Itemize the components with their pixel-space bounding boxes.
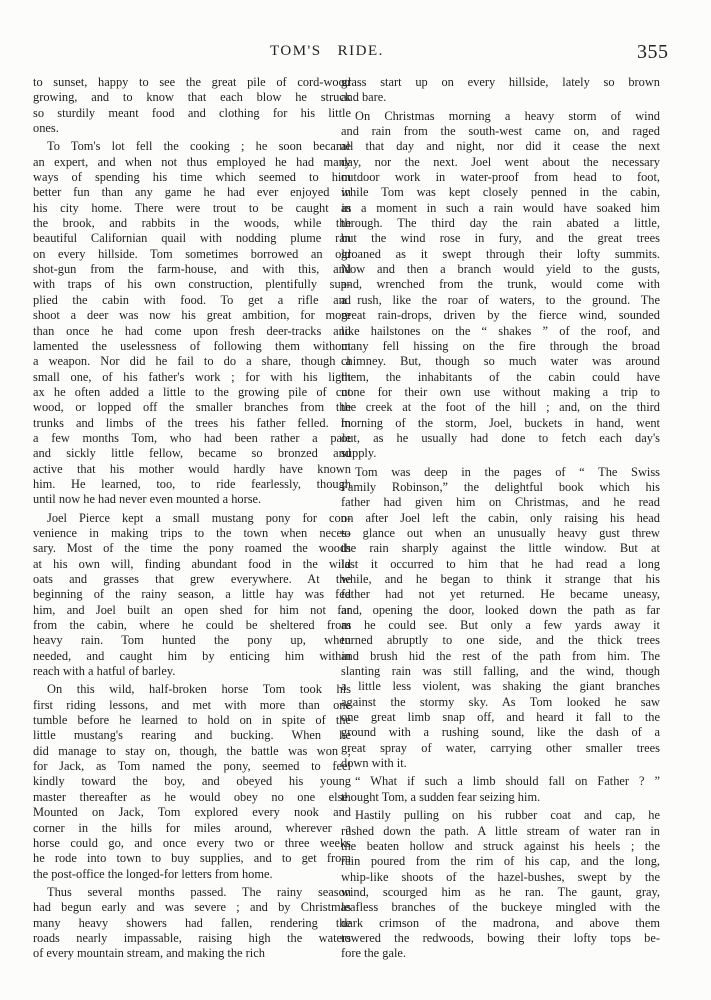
text-line: venience in making trips to the town when neces- xyxy=(33,525,351,540)
text-line: out, as he usually had done to fetch each day's xyxy=(341,430,660,445)
text-line: an expert, and when not thus employed he had many xyxy=(33,154,351,169)
text-line: small one, of his father's work ; for with his light xyxy=(33,369,351,384)
text-line: a weapon. Nor did he fail to do a share, though a xyxy=(33,354,351,369)
text-line: lamented the uselessness of following them without xyxy=(33,338,351,353)
text-line: than once he had come upon fresh deer-tracks and xyxy=(33,323,351,338)
text-line: ways of spending his time which seemed to him xyxy=(33,170,351,185)
text-line: rushed down the path. A little stream of water ran in xyxy=(341,823,660,838)
paragraph xyxy=(341,465,660,772)
text-line: and rain from the south-west came on, and raged xyxy=(341,124,660,139)
text-line: a little less violent, was shaking the giant branches xyxy=(341,679,660,694)
text-line: like hailstones on the “ shakes ” of the roof, and xyxy=(341,323,660,338)
text-line: all that day and night, nor did it cease the next xyxy=(341,139,660,154)
text-line: them, the inhabitants of the cabin could have xyxy=(341,369,660,384)
text-line: the rain sharply against the little window. But at xyxy=(341,541,660,556)
text-line: as a moment in such a rain would have soaked him xyxy=(341,200,660,215)
text-line: Hastily pulling on his rubber coat and cap, he xyxy=(355,808,660,823)
text-line: heavy rain. Tom hunted the pony up, when xyxy=(33,633,351,648)
text-line: beautiful Californian quail with nodding plume ran xyxy=(33,231,351,246)
text-line: chimney. But, though so much water was around xyxy=(341,354,660,369)
text-line: many heavy showers had fallen, rendering the xyxy=(33,915,351,930)
text-line: “ What if such a limb should fall on Father ? ” xyxy=(355,774,660,789)
text-line: shoot a deer was now his great ambition, for more xyxy=(33,308,351,323)
text-line: grass start up on every hillside, lately so brown xyxy=(341,75,660,89)
text-line: kindly toward the boy, and obeyed his young xyxy=(33,774,351,789)
text-line: needed, and caught him by enticing him within xyxy=(33,648,351,663)
text-line: beginning of the rainy season, a little hay was fed xyxy=(33,587,351,602)
text-line: roads nearly impassable, raising high the waters xyxy=(33,930,351,945)
text-line: father had not yet returned. He became uneasy, xyxy=(341,587,660,602)
text-line: corner in the hills for miles around, wherever a xyxy=(33,820,351,835)
text-line: turned abruptly to one side, and the thick trees xyxy=(341,633,660,648)
text-line: oats and grasses that grew everywhere. At the xyxy=(33,572,351,586)
text-line: great spray of water, carrying other smaller trees xyxy=(341,740,660,755)
text-line: plied the cabin with food. To get a rifle and xyxy=(33,292,351,307)
text-line: dark crimson of the madrona, and above them xyxy=(341,915,660,930)
text-line: slanting rain was still falling, and the wind, though xyxy=(341,664,660,679)
text-line: none for their own use without making a trip to xyxy=(341,384,660,399)
text-line: from the cabin, where he could be sheltered from xyxy=(33,618,351,633)
text-line: Family Robinson,” the delightful book which his xyxy=(341,479,660,494)
text-line: first riding lessons, and met with more than one xyxy=(33,697,351,712)
paragraph xyxy=(33,139,351,507)
text-line: On Christmas morning a heavy storm of wind xyxy=(355,108,660,123)
text-line: fore the gale. xyxy=(341,946,407,961)
text-line: groaned as it swept through their lofty summits. xyxy=(341,246,660,261)
page-number: 355 xyxy=(637,41,669,63)
text-line: and brush hid the rest of the path from him. The xyxy=(341,648,660,663)
running-title xyxy=(270,43,384,60)
text-line: tumble before he learned to hold on in spite of the xyxy=(33,713,351,728)
text-line: ones. xyxy=(33,121,59,136)
text-line: until now he had never even mounted a horse. xyxy=(33,492,262,507)
text-line: morning of the storm, Joel, buckets in hand, went xyxy=(341,415,660,430)
text-line: a few months Tom, who had been rather a pale xyxy=(33,430,351,445)
text-line: his city home. There were trout to be caught in xyxy=(33,200,351,215)
text-line: to glance out when an unusually heavy gust threw xyxy=(341,525,660,540)
text-line: great rain-drops, driven by the fierce wind, sounded xyxy=(341,308,660,323)
text-line: down with it. xyxy=(341,756,407,771)
text-line: as he could see. But only a few yards away it xyxy=(341,618,660,633)
text-line: thought Tom, a sudden fear seizing him. xyxy=(341,789,541,804)
paragraph xyxy=(341,808,660,961)
text-line: On this wild, half-broken horse Tom took his xyxy=(47,682,351,697)
text-line: last it occurred to him that he had read a long xyxy=(341,556,660,571)
text-line: Thus several months passed. The rainy season xyxy=(47,884,351,899)
text-line: reach with a hatful of barley. xyxy=(33,664,176,679)
text-line: ground with a rushing sound, like the dash of a xyxy=(341,725,660,740)
text-line: growing, and to know that each blow he struck xyxy=(33,90,351,105)
text-line: and, opening the door, looked down the path as far xyxy=(341,602,660,617)
text-line: but the wind rose in fury, and the great trees xyxy=(341,231,660,246)
text-line: one great limb snap off, and heard it fall to the xyxy=(341,710,660,725)
paragraph xyxy=(33,75,351,136)
paragraph xyxy=(341,774,660,805)
text-line: on every hillside. Tom sometimes borrowed an old xyxy=(33,246,351,261)
text-line: Mounted on Jack, Tom explored every nook and xyxy=(33,805,351,820)
text-line: wood, or lopped off the smaller branches from the xyxy=(33,400,351,415)
text-line: father had given him on Christmas, and he read xyxy=(341,495,660,510)
text-line: active that his mother would hardly have known xyxy=(33,461,351,476)
paragraph xyxy=(33,682,351,881)
text-line: Tom was deep in the pages of “ The Swiss xyxy=(355,464,660,479)
text-line: leafless branches of the buckeye mingled with the xyxy=(341,900,660,915)
text-line: ax he often added a little to the growing pile of cut xyxy=(33,384,351,399)
text-line: him. He learned, too, to ride fearlessly, though xyxy=(33,476,351,491)
text-line: Now and then a branch would yield to the gusts, xyxy=(341,262,660,277)
text-line: outdoor work in water-proof from head to foot, xyxy=(341,170,660,185)
paragraph xyxy=(341,75,660,106)
text-line: while Tom was kept closely penned in the cabin, xyxy=(341,185,660,200)
text-line: day, nor the next. Joel went about the necessary xyxy=(341,154,660,169)
left-text-column xyxy=(33,75,351,962)
text-line: little mustang's rearing and bucking. When he xyxy=(33,728,351,743)
text-line: many fell hissing on the fire through the broad xyxy=(341,338,660,353)
text-line: against the stormy sky. As Tom looked he saw xyxy=(341,694,660,709)
paragraph xyxy=(341,109,660,462)
text-line: did manage to stay on, though, the battle was won ; xyxy=(33,743,351,758)
text-line: trunks and limbs of the trees his father felled. In xyxy=(33,415,351,430)
running-title-word-1: TOM'S xyxy=(270,43,322,59)
right-text-column xyxy=(341,75,660,962)
text-line: the post-office the longed-for letters from home. xyxy=(33,866,273,881)
text-line: him, and Joel built an open shed for him not far xyxy=(33,602,351,617)
text-line: horse could go, and once every two or three weeks xyxy=(33,835,351,850)
paragraph xyxy=(33,885,351,962)
text-line: the brook, and rabbits in the woods, while the xyxy=(33,216,351,231)
text-line: and sickly little fellow, became so bronzed and xyxy=(33,446,351,461)
text-line: to sunset, happy to see the great pile of cord-wood xyxy=(33,75,351,89)
text-line: so sturdily meant food and clothing for his little xyxy=(33,105,351,120)
text-line: sary. Most of the time the pony roamed the woods xyxy=(33,541,351,556)
text-line: while, and he began to think it strange that his xyxy=(341,572,660,586)
text-line: a rush, like the roar of waters, to the ground. The xyxy=(341,292,660,307)
text-line: wind, scourged him as he ran. The gaunt, gray, xyxy=(341,884,660,899)
paragraph xyxy=(33,511,351,680)
text-line: with traps of his own construction, plentifully sup- xyxy=(33,277,351,292)
text-line: Joel Pierce kept a small mustang pony for con- xyxy=(47,510,351,525)
text-line: whip-like shoots of the hazel-bushes, swept by the xyxy=(341,869,660,884)
running-title-word-2: RIDE. xyxy=(337,43,384,59)
text-line: had begun early and was severe ; and by Christmas xyxy=(33,900,351,915)
text-line: shot-gun from the farm-house, and with this, and xyxy=(33,262,351,277)
text-line: of every mountain stream, and making the rich xyxy=(33,946,265,961)
text-line: through. The third day the rain abated a little, xyxy=(341,216,660,231)
text-line: master thereafter as he would obey no one else. xyxy=(33,789,351,804)
text-line: To Tom's lot fell the cooking ; he soon became xyxy=(47,139,351,154)
text-line: and bare. xyxy=(341,90,387,105)
text-line: he rode into town to buy supplies, and to get from xyxy=(33,851,351,866)
text-line: at his own will, finding abundant food in the wild xyxy=(33,556,351,571)
text-line: better fun than any game he had ever enjoyed in xyxy=(33,185,351,200)
text-line: on after Joel left the cabin, only raising his head xyxy=(341,510,660,525)
text-line: towered the redwoods, bowing their lofty tops be- xyxy=(341,930,660,945)
text-line: the beaten hollow and struck against his heels ; the xyxy=(341,838,660,853)
text-line: for Jack, as Tom named the pony, seemed to feel xyxy=(33,759,351,774)
text-line: and, wrenched from the trunk, would come with xyxy=(341,277,660,292)
text-line: rain poured from the rim of his cap, and the long, xyxy=(341,854,660,869)
text-line: the creek at the foot of the hill ; and, on the third xyxy=(341,400,660,415)
text-line: supply. xyxy=(341,446,377,461)
